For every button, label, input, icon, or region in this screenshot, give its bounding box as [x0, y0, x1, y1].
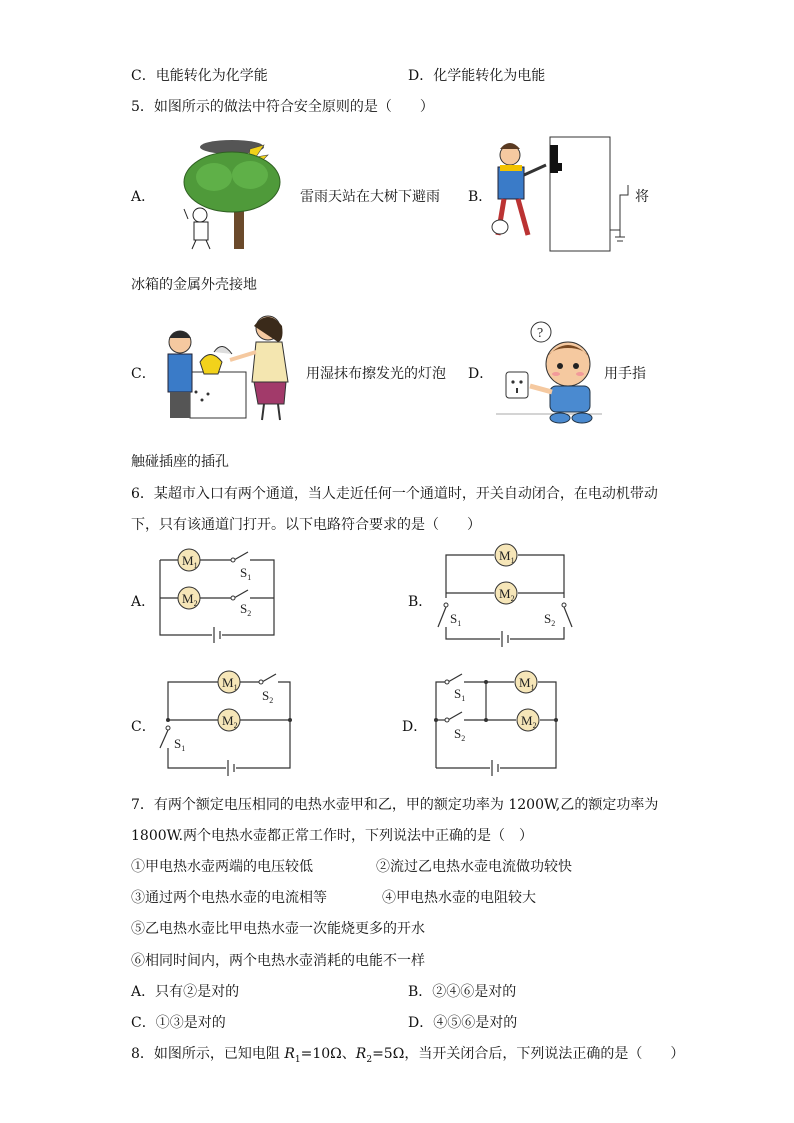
question-mark: ?	[537, 326, 544, 341]
svg-text:S2: $S_2$	[454, 726, 466, 743]
q4-option-d: D．化学能转化为电能	[408, 68, 546, 84]
q8-stem: 8．如图所示，已知电阻 $R_1=10\Omega$、$R_2=5\Omega$，当开关闭合后，下列说法正确的是（ ）	[131, 1046, 685, 1065]
q5-option-a-label: A．	[131, 189, 156, 205]
q6-stem-line1: 6．某超市入口有两个通道，当人走近任何一个通道时，开关自动闭合，在电动机带动	[131, 486, 658, 502]
tree-lightning-image	[172, 137, 297, 252]
q7-option-b: B．②④⑥是对的	[408, 984, 517, 1000]
q7-statement-4: ④甲电热水壶的电阻较大	[382, 890, 536, 906]
q4-option-c: C．电能转化为化学能	[131, 68, 268, 84]
q5-option-d-text: 用手指	[604, 366, 646, 382]
q7-option-a: A．只有②是对的	[131, 984, 240, 1000]
svg-text:S1: $S_1$	[240, 565, 252, 582]
q5-option-a-text: 雷雨天站在大树下避雨	[300, 189, 440, 205]
q6-option-c-label: C．	[131, 719, 156, 735]
q7-stem-line1: 7．有两个额定电压相同的电热水壶甲和乙，甲的额定功率为 1200W,乙的额定功率为	[131, 797, 659, 813]
q7-option-d: D．④⑤⑥是对的	[408, 1015, 518, 1031]
q5-option-b-text-line2: 冰箱的金属外壳接地	[131, 277, 257, 293]
q5-option-d-label: D．	[468, 366, 494, 382]
circuit-d	[426, 664, 566, 780]
svg-text:M1: $M_1$	[519, 675, 535, 692]
svg-text:M2: $M_2$	[182, 591, 198, 608]
q7-statement-5: ⑤乙电热水壶比甲电热水壶一次能烧更多的开水	[131, 921, 425, 937]
svg-text:S1: $S_1$	[174, 736, 186, 753]
svg-text:M2: $M_2$	[521, 713, 537, 730]
q5-option-c-text: 用湿抹布擦发光的灯泡	[306, 366, 446, 382]
svg-text:S1: $S_1$	[450, 611, 462, 628]
svg-text:S2: $S_2$	[544, 611, 556, 628]
circuit-b	[428, 543, 578, 655]
svg-text:M1: $M_1$	[499, 548, 515, 565]
svg-text:M1: $M_1$	[182, 553, 198, 570]
svg-text:M2: $M_2$	[222, 713, 238, 730]
q5-option-c-label: C．	[131, 366, 156, 382]
q6-option-b-label: B．	[408, 594, 433, 610]
q7-statement-1: ①甲电热水壶两端的电压较低	[131, 859, 313, 875]
svg-text:M1: $M_1$	[222, 675, 238, 692]
q7-statement-2: ②流过乙电热水壶电流做功较快	[376, 859, 572, 875]
svg-text:S1: $S_1$	[454, 686, 466, 703]
q6-option-a-label: A．	[131, 594, 156, 610]
q7-statement-3: ③通过两个电热水壶的电流相等	[131, 890, 327, 906]
q5-option-d-text-line2: 触碰插座的插孔	[131, 454, 229, 470]
q7-option-c: C．①③是对的	[131, 1015, 226, 1031]
svg-text:M2: $M_2$	[499, 586, 515, 603]
svg-text:S2: $S_2$	[240, 601, 252, 618]
q5-stem: 5．如图所示的做法中符合安全原则的是（ ）	[131, 99, 434, 115]
circuit-a	[150, 543, 285, 643]
q6-stem-line2: 下，只有该通道门打开。以下电路符合要求的是（ ）	[131, 517, 481, 533]
q7-stem-line2: 1800W.两个电热水壶都正常工作时，下列说法中正确的是（ ）	[131, 828, 534, 844]
wet-cloth-lamp-image	[160, 312, 302, 424]
fridge-grounding-image	[488, 135, 636, 253]
q7-statement-6: ⑥相同时间内，两个电热水壶消耗的电能不一样	[131, 953, 425, 969]
child-socket-image	[496, 318, 602, 426]
q6-option-d-label: D．	[402, 719, 428, 735]
q5-option-b-text: 将	[635, 189, 649, 205]
svg-text:S2: $S_2$	[262, 688, 274, 705]
q5-option-b-label: B．	[468, 189, 493, 205]
circuit-c	[154, 664, 294, 780]
